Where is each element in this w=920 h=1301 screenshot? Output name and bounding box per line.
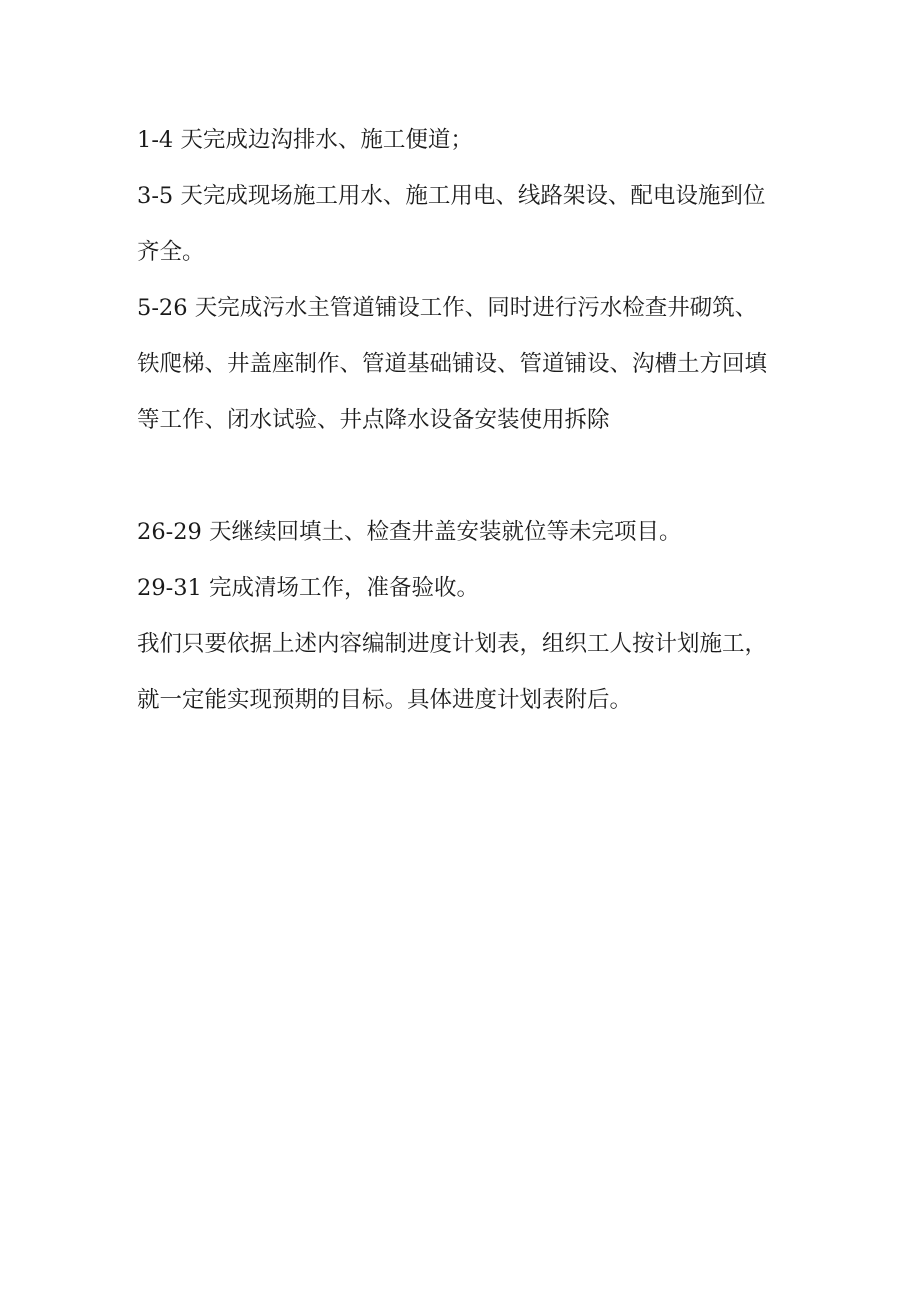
text-line: 3-5 天完成现场施工用水、施工用电、线路架设、配电设施到位 xyxy=(137,183,766,209)
text-line: 1-4 天完成边沟排水、施工便道； xyxy=(137,127,473,153)
paragraph-days-5-26 xyxy=(137,280,817,448)
text-line: 等工作、闭水试验、井点降水设备安装使用拆除 xyxy=(137,407,610,433)
text-line: 26-29 天继续回填土、检查井盖安装就位等未完项目。 xyxy=(137,519,682,545)
text-line: 29-31 完成清场工作，准备验收。 xyxy=(137,575,480,601)
paragraph-days-3-5 xyxy=(137,168,817,280)
blank-line xyxy=(137,448,817,504)
text-line: 我们只要依据上述内容编制进度计划表，组织工人按计划施工， xyxy=(137,631,768,657)
text-line: 5-26 天完成污水主管道铺设工作、同时进行污水检查井砌筑、 xyxy=(137,295,758,321)
text-line: 齐全。 xyxy=(137,239,205,265)
paragraph-days-1-4 xyxy=(137,112,817,168)
text-line: 就一定能实现预期的目标。具体进度计划表附后。 xyxy=(137,687,633,713)
paragraph-days-29-31 xyxy=(137,560,817,616)
paragraph-conclusion xyxy=(137,616,817,728)
document-body xyxy=(137,112,817,728)
text-line: 铁爬梯、井盖座制作、管道基础铺设、管道铺设、沟槽土方回填 xyxy=(137,351,768,377)
paragraph-days-26-29 xyxy=(137,504,817,560)
